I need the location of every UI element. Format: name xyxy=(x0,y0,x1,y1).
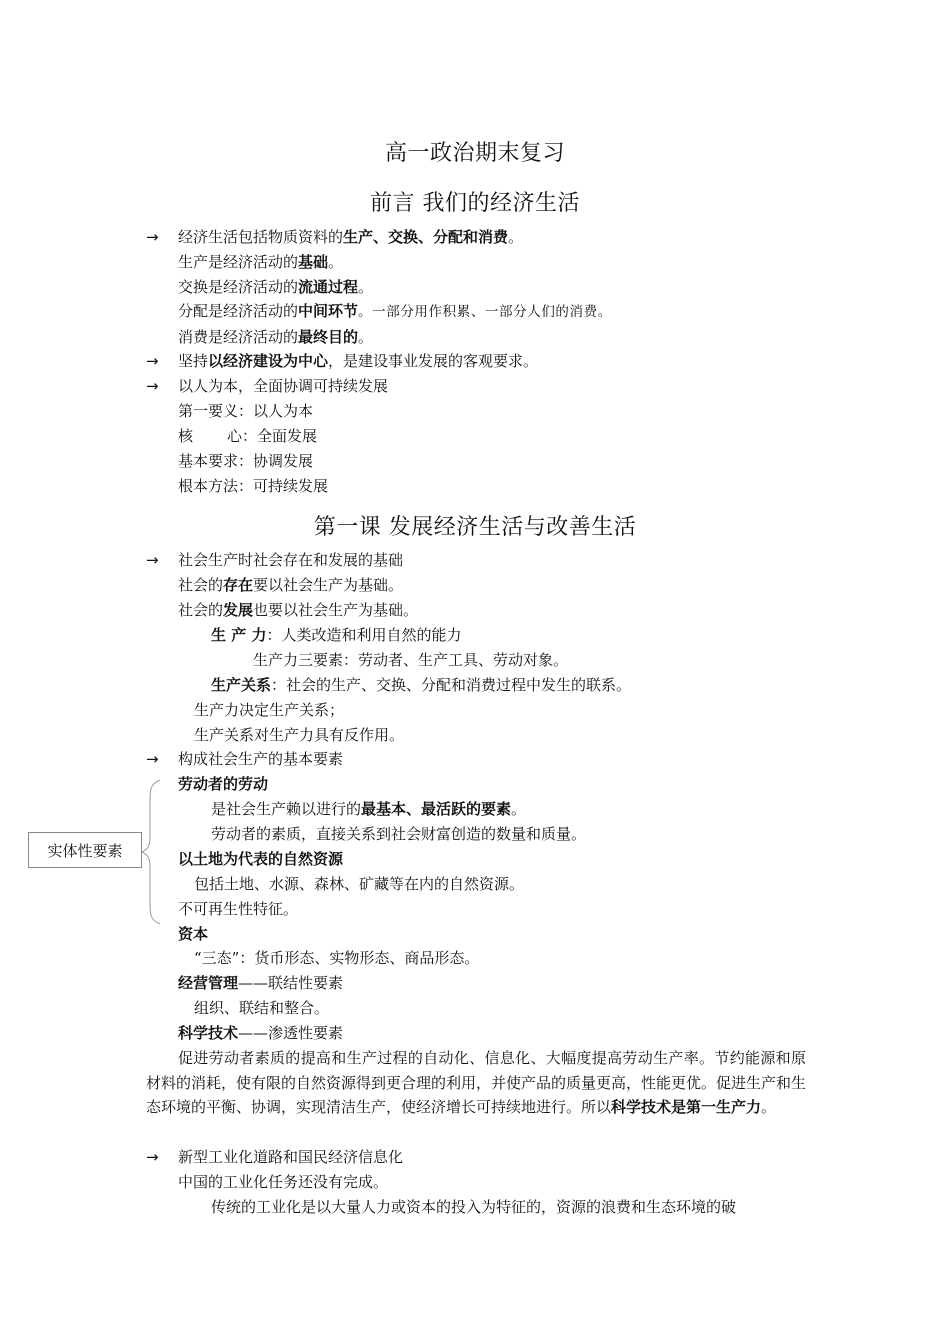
text-line: 劳动者的素质，直接关系到社会财富创造的数量和质量。 xyxy=(211,825,587,843)
text-line: 是社会生产赖以进行的最基本、最活跃的要素。 xyxy=(211,800,527,818)
text-line: 坚持以经济建设为中心，是建设事业发展的客观要求。 xyxy=(178,352,539,370)
text-line: 生产力三要素：劳动者、生产工具、劳动对象。 xyxy=(253,651,569,669)
arrow-bullet-icon: → xyxy=(146,377,159,395)
text-line: 科学技术——渗透性要素 xyxy=(178,1024,344,1042)
text-line: 社会的存在要以社会生产为基础。 xyxy=(178,576,404,594)
arrow-bullet-icon: → xyxy=(146,352,159,370)
text-line: 社会生产时社会存在和发展的基础 xyxy=(178,551,404,569)
text-line: 经济生活包括物质资料的生产、交换、分配和消费。 xyxy=(178,228,524,246)
text-line: 构成社会生产的基本要素 xyxy=(178,750,344,768)
arrow-bullet-icon: → xyxy=(146,228,159,246)
arrow-bullet-icon: → xyxy=(146,1148,159,1166)
text-line: 核 心：全面发展 xyxy=(178,427,318,445)
text-line: “三态”：货币形态、实物形态、商品形态。 xyxy=(194,949,480,967)
text-line: 以土地为代表的自然资源 xyxy=(178,850,344,868)
text-line: 生产是经济活动的基础。 xyxy=(178,253,344,271)
text-line: 根本方法：可持续发展 xyxy=(178,477,329,495)
text-line: 第一要义：以人为本 xyxy=(178,402,314,420)
text-line: 社会的发展也要以社会生产为基础。 xyxy=(178,601,419,619)
text-line: 不可再生性特征。 xyxy=(178,900,299,918)
text-line: 生产力决定生产关系； xyxy=(194,701,345,719)
text-line: 分配是经济活动的中间环节。一部分用作积累、一部分人们的消费。 xyxy=(178,302,612,320)
lesson1-heading: 第一课 发展经济生活与改善生活 xyxy=(313,515,637,540)
paragraph-text: 促进劳动者素质的提高和生产过程的自动化、信息化、大幅度提高劳动生产率。节约能源和原材料的消耗，使有限的自然资源得到更合理的利用，并使产品的质量更高，性能更优。促进生产和生态环境的平衡、协调，实现清洁生产，使经济增长可持续地进行。所以科学技术是第一生产力。 xyxy=(146,1049,807,1117)
text-line: 组织、联结和整合。 xyxy=(194,999,330,1017)
text-line: 中国的工业化任务还没有完成。 xyxy=(178,1173,389,1191)
side-box-label: 实体性要素 xyxy=(28,832,142,868)
text-line: 生产关系对生产力具有反作用。 xyxy=(194,726,405,744)
text-line: 交换是经济活动的流通过程。 xyxy=(178,278,374,296)
text-line: 基本要求：协调发展 xyxy=(178,452,314,470)
text-line: 消费是经济活动的最终目的。 xyxy=(178,328,374,346)
text-line: 经营管理——联结性要素 xyxy=(178,974,344,992)
text-line: 以人为本，全面协调可持续发展 xyxy=(178,377,389,395)
preface-heading: 前言 我们的经济生活 xyxy=(370,191,580,216)
text-line: 劳动者的劳动 xyxy=(178,775,269,793)
arrow-bullet-icon: → xyxy=(146,551,159,569)
text-line: 生 产 力：人类改造和利用自然的能力 xyxy=(211,626,462,644)
arrow-bullet-icon: → xyxy=(146,750,159,768)
text-line: 传统的工业化是以大量人力或资本的投入为特征的，资源的浪费和生态环境的破 xyxy=(211,1198,737,1216)
brace-bracket-icon xyxy=(140,778,164,926)
text-line: 资本 xyxy=(178,925,209,943)
document-title: 高一政治期末复习 xyxy=(384,141,565,166)
text-line: 生产关系：社会的生产、交换、分配和消费过程中发生的联系。 xyxy=(211,676,632,694)
text-line: 包括土地、水源、森林、矿藏等在内的自然资源。 xyxy=(194,875,525,893)
text-line: 新型工业化道路和国民经济信息化 xyxy=(178,1148,404,1166)
